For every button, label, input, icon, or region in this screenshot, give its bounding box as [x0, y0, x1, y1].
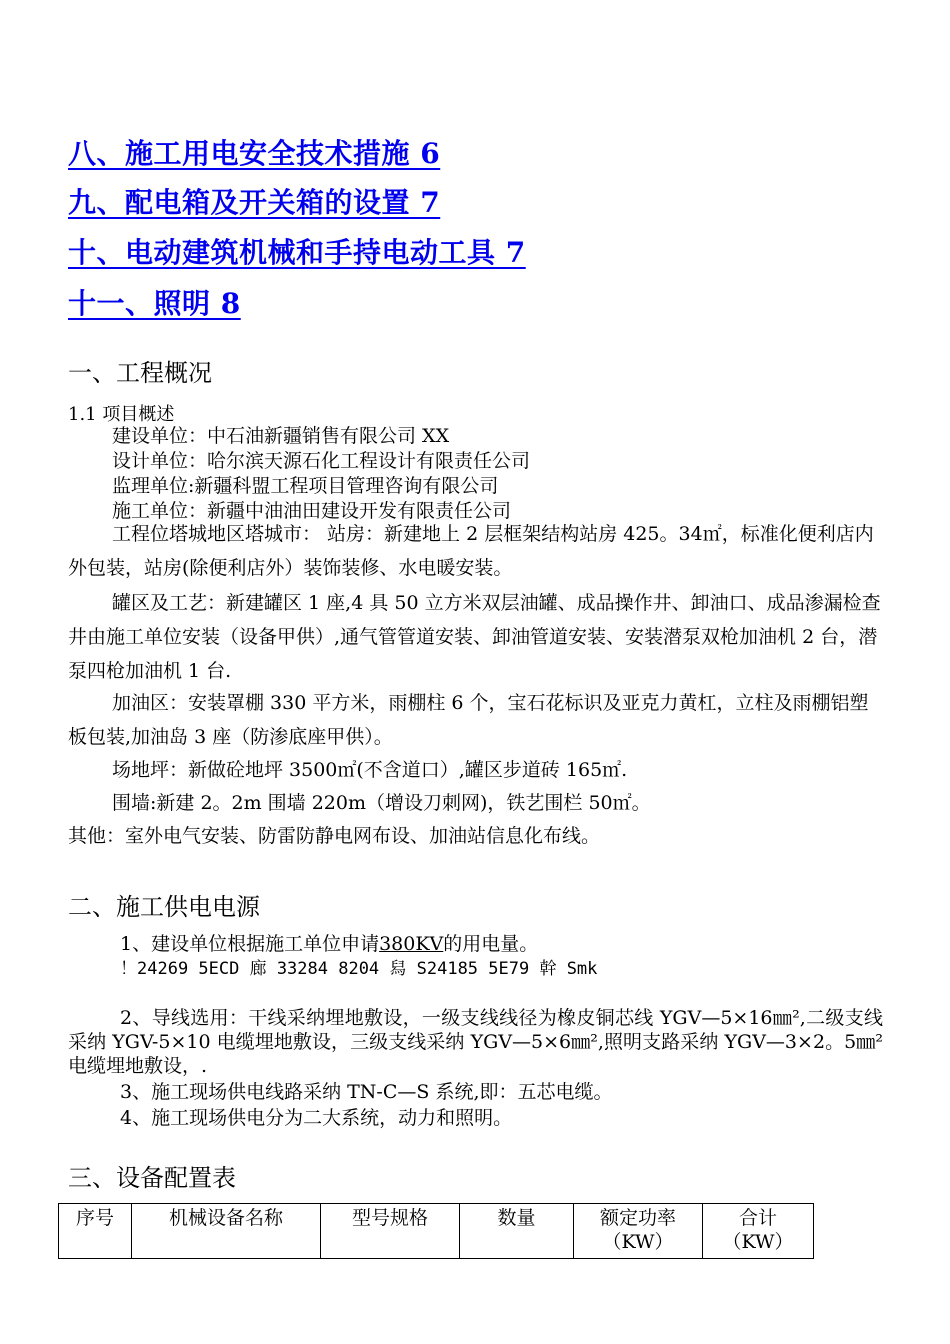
unit-line-supervision: 监理单位:新疆科盟工程项目管理咨询有限公司 [112, 475, 499, 497]
power-item-2: 2、导线选用：干线采纳埋地敷设，一级支线线径为橡皮铜芯线 YGV—5×16㎜²,二级支线采纳 YGV-5×10 电缆埋地敷设，三级支线采纳 YGV—5×6㎜²,照明支路采纳 YGV—3×2。5㎜²电缆埋地敷设，. [68, 1007, 883, 1077]
toc-link-11[interactable]: 十一、照明 8 [68, 287, 241, 320]
paragraph-station: 工程位塔城地区塔城市： 站房：新建地上 2 层框架结构站房 425。34㎡，标准化便利店内外包装，站房(除便利店外）装饰装修、水电暖安装。 [68, 523, 874, 579]
unit-line-design: 设计单位：哈尔滨天源石化工程设计有限责任公司 [112, 450, 531, 472]
unit-line-contractor: 施工单位：新疆中油油田建设开发有限责任公司 [112, 500, 512, 522]
paragraph-fueling-area: 加油区：安装罩棚 330 平方米，雨棚柱 6 个，宝石花标识及亚克力黄杠，立柱及雨棚铝塑板包装,加油岛 3 座（防渗底座甲供）。 [68, 692, 869, 748]
col-equipment-name: 机械设备名称 [132, 1204, 321, 1259]
section1-subheading: 1.1 项目概述 [68, 404, 175, 425]
section1-heading: 一、工程概况 [68, 359, 212, 387]
power-item-1: 1、建设单位根据施工单位申请380KV的用电量。 [120, 933, 539, 955]
power-demand-value: 380KV [379, 933, 444, 955]
power-item-4: 4、施工现场供电分为二大系统，动力和照明。 [120, 1107, 513, 1129]
garbled-line: ！24269 5ECD 廊 33284 8204 舄 S24185 5E79 幹 Smk [120, 959, 598, 979]
section2-heading: 二、施工供电电源 [68, 893, 260, 921]
toc-link-8[interactable]: 八、施工用电安全技术措施 6 [68, 137, 441, 170]
equipment-table [58, 1203, 814, 1259]
col-total: 合计 （KW） [703, 1204, 814, 1259]
paragraph-tank-area: 罐区及工艺：新建罐区 1 座,4 具 50 立方米双层油罐、成品操作井、卸油口、成品渗漏检查井由施工单位安装（设备甲供）,通气管管道安装、卸油管道安装、安装潜泵双枪加油机 2 台，潜泵四枪加油机 1 台. [68, 592, 881, 682]
power-item-3: 3、施工现场供电线路采纳 TN-C—S 系统,即：五芯电缆。 [120, 1081, 613, 1103]
paragraph-wall: 围墙:新建 2。2m 围墙 220m（增设刀刺网)，铁艺围栏 50㎡。 [112, 792, 651, 814]
unit-line-construction: 建设单位：中石油新疆销售有限公司 XX [112, 425, 450, 447]
paragraph-other: 其他：室外电气安装、防雷防静电网布设、加油站信息化布线。 [68, 825, 601, 847]
table-header-row [59, 1204, 814, 1259]
section3-heading: 三、设备配置表 [68, 1164, 236, 1192]
col-index: 序号 [59, 1204, 132, 1259]
col-model: 型号规格 [321, 1204, 460, 1259]
col-rated-power: 额定功率 （KW） [574, 1204, 703, 1259]
col-quantity: 数量 [460, 1204, 574, 1259]
toc-link-9[interactable]: 九、配电箱及开关箱的设置 7 [68, 186, 441, 219]
toc-link-10[interactable]: 十、电动建筑机械和手持电动工具 7 [68, 236, 526, 269]
paragraph-site-ground: 场地坪：新做砼地坪 3500㎡(不含道口）,罐区步道砖 165㎡. [112, 759, 628, 781]
